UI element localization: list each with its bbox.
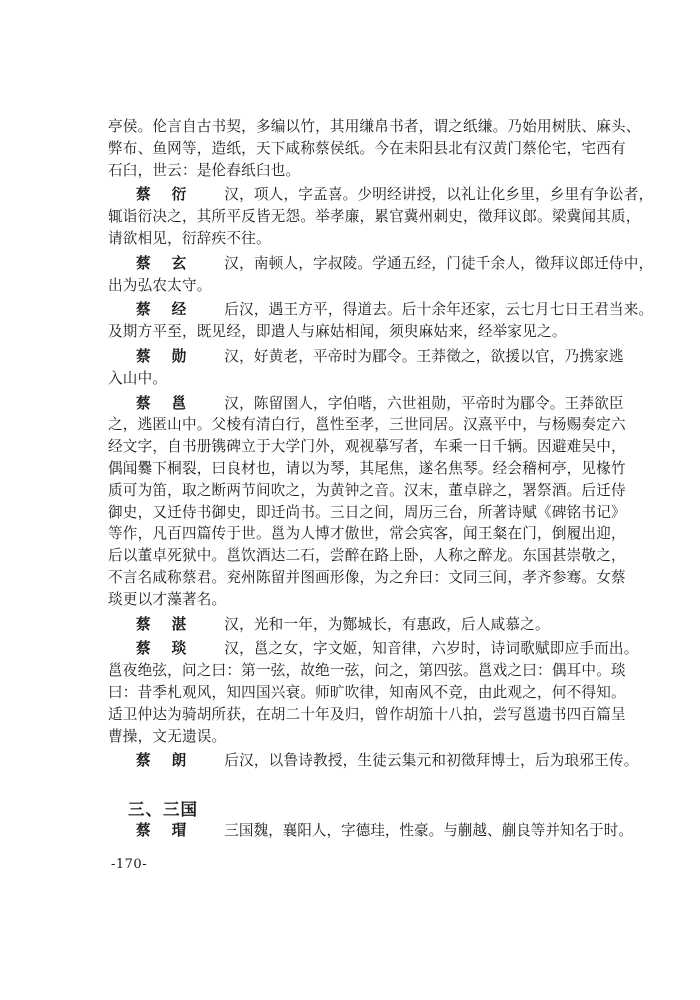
entry-text: 汉，陈留圉人，字伯喈，六世祖勋，平帝时为郿令。王莽欲臣 [224, 394, 624, 412]
section-entry-line [136, 820, 633, 842]
entry-first-line [108, 346, 624, 368]
entry-first-line [108, 750, 639, 772]
entry-text: 汉，南顿人，字叔陵。学通五经，门徒千余人，徵拜议郎迁侍中， [224, 254, 654, 272]
main-text-block [108, 116, 654, 772]
entry-first-line [108, 184, 654, 206]
text-line: 偶闻爨下桐裂，曰良材也，请以为琴，其尾焦，遂名焦琴。经会稽柯亭，见椽竹 [108, 459, 626, 477]
text-line: 不言名咸称蔡君。兖州陈留并图画形像，为之弁曰：文同三间，孝齐参骞。女蔡 [108, 568, 626, 586]
entry-first-line [108, 638, 639, 660]
text-line: 御史，又迁侍书御史，即迁尚书。三日之间，周历三台，所著诗赋《碑铭书记》 [108, 503, 626, 521]
text-line: 之，逃匿山中。父棱有清白行，邕性至孝，三世同居。汉熹平中，与杨赐奏定六 [108, 416, 626, 434]
entry-name: 蔡 湛 [136, 615, 195, 633]
text-line: 质可为笛，取之断两节间吹之，为黄钟之音。汉末，董卓辟之，署祭酒。后迁侍 [108, 481, 626, 499]
text-line: 适卫仲达为骑胡所获，在胡二十年及归，曾作胡笳十八拍，尝写邕遗书四百篇呈 [108, 705, 626, 723]
entry-name: 蔡 衍 [136, 186, 195, 204]
entry-name: 蔡 朗 [136, 752, 195, 770]
entry-text: 汉，邕之女，字文姬，知音律，六岁时，诗词歌赋即应手而出。 [224, 640, 639, 658]
entry-text: 汉，好黄老，平帝时为郿令。王莽徵之，欲援以官，乃携家逃 [224, 347, 624, 365]
text-line: 曹操，文无遗误。 [108, 727, 227, 745]
entry-first-line [108, 253, 654, 275]
entry-name: 蔡 勋 [136, 347, 195, 365]
text-line: 琰更以才藻著名。 [108, 590, 227, 608]
entry-text: 后汉，以鲁诗教授，生徒云集元和初徵拜博士，后为琅邪王传。 [224, 752, 639, 770]
text-line: 弊布、鱼网等，造纸，天下咸称蔡侯纸。今在耒阳县北有汉黄门蔡伦宅，宅西有 [108, 139, 626, 157]
text-line: 辄诣衍决之，其所平反皆无怨。举孝廉，累官冀州刺史，徵拜议郎。梁冀闻其质， [108, 208, 641, 226]
entry-text: 汉，项人，字孟喜。少明经讲授，以礼让化乡里，乡里有争讼者， [224, 186, 654, 204]
entry-name: 蔡 经 [136, 301, 195, 319]
entry-name: 蔡 琰 [136, 640, 195, 658]
entry-name: 蔡 瑁 [136, 822, 195, 839]
text-line: 及期方平至，既见经，即遣人与麻姑相闻，须臾麻姑来，经举家见之。 [108, 323, 567, 341]
text-line: 出为弘农太守。 [108, 276, 212, 294]
text-line: 邕夜绝弦，问之曰：第一弦，故绝一弦，问之，第四弦。邕戏之曰：偶耳中。琰 [108, 662, 626, 680]
text-line: 请欲相见，衍辞疾不往。 [108, 229, 271, 247]
entry-first-line [108, 299, 654, 321]
text-line: 经文字，自书册镌碑立于大学门外，观视摹写者，车乘一日千辆。因避难吴中， [108, 438, 626, 456]
page-number: -170- [111, 857, 148, 872]
text-line: 石臼，世云：是伦舂纸臼也。 [108, 161, 301, 179]
text-line: 等作，凡百四篇传于世。邕为人博才傲世，常会宾客，闻王粲在门，倒履出迎， [108, 525, 626, 543]
section-heading: 三、三国 [128, 800, 198, 819]
entry-name: 蔡 邕 [136, 394, 195, 412]
text-line: 后以董卓死狱中。邕饮酒达二石，尝醉在路上卧，人称之醉龙。东国甚崇敬之， [108, 547, 626, 565]
text-line: 入山中。 [108, 369, 168, 387]
entry-name: 蔡 玄 [136, 254, 195, 272]
text-line: 亭侯。伦言自古书契，多编以竹，其用缣帛书者，谓之纸缣。乃始用树肤、麻头、 [108, 118, 641, 135]
entry-text: 汉，光和一年，为酂城长，有惠政，后人咸慕之。 [224, 615, 550, 633]
entry-first-line [108, 393, 624, 415]
entry-text: 三国魏，襄阳人，字德珪，性豪。与蒯越、蒯良等并知名于时。 [224, 822, 633, 839]
entry-text: 后汉，遇王方平，得道去。后十余年还家，云七月七日王君当来。 [224, 301, 654, 319]
text-line: 曰：昔季札观风，知四国兴衰。师旷吹律，知南风不竞，由此观之，何不得知。 [108, 683, 626, 701]
entry-first-line [108, 614, 598, 636]
